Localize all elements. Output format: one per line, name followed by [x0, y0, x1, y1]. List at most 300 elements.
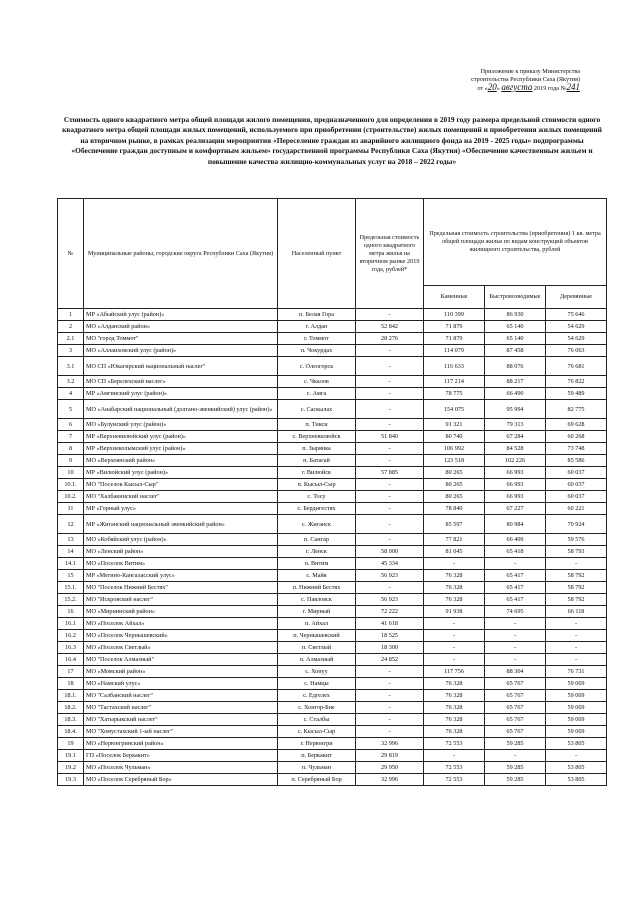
table-row — [58, 431, 607, 443]
cell-wood: 58 793 — [546, 546, 607, 558]
date-day: 20 — [487, 81, 497, 92]
cell-stone: 76 328 — [424, 594, 485, 606]
cell-place: п. Серебряный Бор — [278, 774, 356, 786]
cell-fast: 59 285 — [485, 762, 546, 774]
cell-place: п. Чернышевский — [278, 630, 356, 642]
cell-stone: 116 633 — [424, 357, 485, 376]
cell-num: 8 — [58, 443, 84, 455]
table-body — [58, 309, 607, 786]
cell-place: с. Хонуу — [278, 666, 356, 678]
date-month: августа — [501, 81, 533, 92]
cell-wood: 59 489 — [546, 388, 607, 400]
cell-fast: 79 313 — [485, 419, 546, 431]
cell-num: 3.1 — [58, 357, 84, 376]
cell-wood: 76 822 — [546, 376, 607, 388]
cell-name: МО "Хатырыкский наслег" — [84, 714, 278, 726]
cell-sec: - — [356, 443, 424, 455]
document-title: Стоимость одного квадратного метра общей площади жилого помещения, предназначенного для определения в 2019 году размера предельной стоимости одного квадратного метра общей площади жилых помещений, используемого при приобретении (строительстве) жилых помещений и приобретения жилых помещений на вторичном рынке, в рамках реализации мероприятия «Переселение граждан из аварийного жилищного фонда на 2019 - 2025 годы» подпрограммы «Обеспечение граждан доступным и комфортным жильем» государственной программы Республики Саха (Якутия) «Обеспечение качественным жильем и повышение качества жилищно-коммунальных услуг на 2018 – 2022 годы» — [62, 115, 602, 166]
cell-name: МО «Верхоянский район» — [84, 455, 278, 467]
cell-name: МО «Нерюнгринский район» — [84, 738, 278, 750]
cell-wood: 76 681 — [546, 357, 607, 376]
table-row — [58, 654, 607, 666]
cell-num: 19 — [58, 738, 84, 750]
cell-wood: 58 792 — [546, 582, 607, 594]
cell-stone: - — [424, 630, 485, 642]
cell-num: 2 — [58, 321, 84, 333]
cell-sec: - — [356, 714, 424, 726]
cell-fast: 65 767 — [485, 678, 546, 690]
cell-sec: - — [356, 419, 424, 431]
cell-place: г. Нерюнгри — [278, 738, 356, 750]
cell-wood: 59 069 — [546, 678, 607, 690]
cell-stone: 78 840 — [424, 503, 485, 515]
cell-fast: - — [485, 750, 546, 762]
cell-num: 18.2. — [58, 702, 84, 714]
cell-num: 5 — [58, 400, 84, 419]
cell-name: МО «Ленский район» — [84, 546, 278, 558]
cell-wood: 69 628 — [546, 419, 607, 431]
cell-wood: 54 629 — [546, 333, 607, 345]
cell-place: с. Павловск — [278, 594, 356, 606]
cell-stone: 80 265 — [424, 467, 485, 479]
cell-place: с. Амга — [278, 388, 356, 400]
cell-stone: - — [424, 618, 485, 630]
cell-stone: 85 597 — [424, 515, 485, 534]
cell-place: п. Беркакит — [278, 750, 356, 762]
cell-stone: 91 938 — [424, 606, 485, 618]
cell-sec: - — [356, 666, 424, 678]
header-prefab: Быстровозводимые — [485, 286, 546, 309]
cell-wood: - — [546, 654, 607, 666]
cell-sec: - — [356, 726, 424, 738]
cell-num: 18.3. — [58, 714, 84, 726]
header-wood: Деревянные — [546, 286, 607, 309]
order-number: 241 — [566, 81, 580, 92]
cell-place: с. Тосу — [278, 491, 356, 503]
cell-num: 16.4 — [58, 654, 84, 666]
cell-name: МО «Анабарский национальный (долгано-эвенкийский) улус (район)» — [84, 400, 278, 419]
cell-name: МО "город Томмот" — [84, 333, 278, 345]
header-secondary-price: Предельная стоимость одного квадратного метра жилья на вторичном рынке 2019 года, рублей* — [356, 199, 424, 309]
cell-fast: 74 695 — [485, 606, 546, 618]
cell-name: МО "Салбанский наслег" — [84, 690, 278, 702]
cell-sec: 72 222 — [356, 606, 424, 618]
cell-wood: 60 037 — [546, 491, 607, 503]
cell-sec: 51 840 — [356, 431, 424, 443]
table-row — [58, 774, 607, 786]
cell-wood: - — [546, 642, 607, 654]
cell-stone: 114 079 — [424, 345, 485, 357]
cell-wood: 75 646 — [546, 309, 607, 321]
cell-wood: 54 629 — [546, 321, 607, 333]
cell-place: с. Хонгор-Бие — [278, 702, 356, 714]
cell-name: МО «Мирнинский район» — [84, 606, 278, 618]
cell-num: 3 — [58, 345, 84, 357]
cell-place: г. Мирный — [278, 606, 356, 618]
cell-wood: 76 063 — [546, 345, 607, 357]
table-row — [58, 534, 607, 546]
header-stone: Каменные — [424, 286, 485, 309]
cell-place: п. Алмазный — [278, 654, 356, 666]
cell-sec: 29 950 — [356, 762, 424, 774]
cell-sec: 29 819 — [356, 750, 424, 762]
cell-fast: - — [485, 654, 546, 666]
cell-num: 3.2 — [58, 376, 84, 388]
cell-fast: 65 417 — [485, 582, 546, 594]
cell-name: МО СП «Берелехский наслег» — [84, 376, 278, 388]
cell-num: 10 — [58, 467, 84, 479]
cell-stone: 71 879 — [424, 333, 485, 345]
table-row — [58, 455, 607, 467]
cell-sec: 18 300 — [356, 642, 424, 654]
cell-stone: 123 518 — [424, 455, 485, 467]
cell-fast: 65 767 — [485, 714, 546, 726]
cell-stone: 77 821 — [424, 534, 485, 546]
cell-num: 6 — [58, 419, 84, 431]
table-row — [58, 309, 607, 321]
cell-wood: 59 069 — [546, 702, 607, 714]
cell-fast: 65 767 — [485, 702, 546, 714]
cell-name: МР «Горный улус» — [84, 503, 278, 515]
cell-sec: - — [356, 690, 424, 702]
cell-wood: 60 268 — [546, 431, 607, 443]
cell-stone: 76 328 — [424, 726, 485, 738]
cell-wood: 76 731 — [546, 666, 607, 678]
cell-place: п. Витим — [278, 558, 356, 570]
cell-sec: 56 923 — [356, 570, 424, 582]
cell-wood: 53 805 — [546, 774, 607, 786]
cell-place: п. Чокурдах — [278, 345, 356, 357]
cell-wood: 58 792 — [546, 594, 607, 606]
cell-sec: 18 525 — [356, 630, 424, 642]
cell-place: с. Жиганск — [278, 515, 356, 534]
cell-num: 14.1 — [58, 558, 84, 570]
cell-wood: 59 576 — [546, 534, 607, 546]
cell-sec: - — [356, 345, 424, 357]
cell-place: с. Кысыл-Сыр — [278, 726, 356, 738]
table-row — [58, 491, 607, 503]
cell-sec: 57 885 — [356, 467, 424, 479]
cell-fast: 65 767 — [485, 690, 546, 702]
cell-sec: - — [356, 400, 424, 419]
date-prefix: от « — [477, 84, 488, 92]
table-row — [58, 618, 607, 630]
cell-name: МО "Халбакинский наслег" — [84, 491, 278, 503]
cell-fast: 95 994 — [485, 400, 546, 419]
cell-wood: 82 775 — [546, 400, 607, 419]
cell-num: 17 — [58, 666, 84, 678]
cell-num: 12 — [58, 515, 84, 534]
cell-wood: 59 069 — [546, 714, 607, 726]
cell-stone: 72 553 — [424, 762, 485, 774]
cell-fast: 66 993 — [485, 479, 546, 491]
cell-sec: 45 334 — [356, 558, 424, 570]
cell-num: 10.2. — [58, 491, 84, 503]
cell-wood: - — [546, 618, 607, 630]
cell-stone: - — [424, 642, 485, 654]
cell-wood: 53 805 — [546, 738, 607, 750]
cell-name: МО «Намский улус» — [84, 678, 278, 690]
cell-stone: 91 321 — [424, 419, 485, 431]
cell-fast: 65 140 — [485, 333, 546, 345]
cell-name: МР «Амгинский улус (район)» — [84, 388, 278, 400]
cell-sec: - — [356, 491, 424, 503]
cell-fast: - — [485, 642, 546, 654]
table-row — [58, 479, 607, 491]
cell-fast: 65 418 — [485, 546, 546, 558]
cell-stone: - — [424, 654, 485, 666]
cell-wood: 66 118 — [546, 606, 607, 618]
cell-place: с. Саскылах — [278, 400, 356, 419]
cell-sec: - — [356, 534, 424, 546]
cell-name: МО "Поселок Кысыл-Сыр" — [84, 479, 278, 491]
cost-table — [57, 198, 607, 786]
cell-name: МО «Поселок Светлый» — [84, 642, 278, 654]
cell-place: п. Тикси — [278, 419, 356, 431]
cell-name: МО "Поселок Нижний Бестях" — [84, 582, 278, 594]
cell-stone: 106 992 — [424, 443, 485, 455]
table-row — [58, 702, 607, 714]
table-row — [58, 376, 607, 388]
cell-stone: 80 265 — [424, 479, 485, 491]
cell-wood: 60 037 — [546, 467, 607, 479]
cell-num: 2.1 — [58, 333, 84, 345]
cell-fast: 67 284 — [485, 431, 546, 443]
cell-wood: - — [546, 750, 607, 762]
cell-place: г. Томмот — [278, 333, 356, 345]
cell-sec: 32 996 — [356, 774, 424, 786]
cell-fast: 80 984 — [485, 515, 546, 534]
cell-fast: 87 458 — [485, 345, 546, 357]
table-row — [58, 690, 607, 702]
cell-num: 15.1. — [58, 582, 84, 594]
cell-name: МО "Тастахский наслег" — [84, 702, 278, 714]
cell-fast: 59 285 — [485, 738, 546, 750]
cell-num: 18.1. — [58, 690, 84, 702]
cell-place: г. Вилюйск — [278, 467, 356, 479]
table-row — [58, 503, 607, 515]
cell-fast: 66 409 — [485, 534, 546, 546]
appendix-line-2: строительства Республики Саха (Якутия) — [471, 75, 580, 83]
cell-fast: 65 417 — [485, 570, 546, 582]
table-row — [58, 750, 607, 762]
cell-name: МО "Искровский наслег" — [84, 594, 278, 606]
cell-num: 15 — [58, 570, 84, 582]
cell-fast: 88 304 — [485, 666, 546, 678]
cell-sec: - — [356, 388, 424, 400]
table-row — [58, 642, 607, 654]
cell-stone: 110 399 — [424, 309, 485, 321]
cell-name: МР «Жиганский национальный эвенкийский район» — [84, 515, 278, 534]
cell-fast: 59 285 — [485, 774, 546, 786]
appendix-line-1: Приложение к приказу Министерства — [480, 68, 580, 75]
date-suffix: 2019 года № — [532, 84, 567, 92]
table-row — [58, 400, 607, 419]
table-row — [58, 714, 607, 726]
cell-name: МО «Поселок Витим» — [84, 558, 278, 570]
cell-name: ГП «Поселок Беркакит» — [84, 750, 278, 762]
cell-wood: 73 748 — [546, 443, 607, 455]
table-row — [58, 726, 607, 738]
cell-num: 4 — [58, 388, 84, 400]
table-row — [58, 762, 607, 774]
cell-stone: 81 045 — [424, 546, 485, 558]
cell-fast: 67 227 — [485, 503, 546, 515]
cell-place: п. Айхал — [278, 618, 356, 630]
cell-num: 9 — [58, 455, 84, 467]
cell-place: с. Бердигестях — [278, 503, 356, 515]
cell-fast: - — [485, 618, 546, 630]
cell-place: п. Кысыл-Сыр — [278, 479, 356, 491]
cell-stone: - — [424, 750, 485, 762]
table-row — [58, 546, 607, 558]
cell-name: МР «Вилюйский улус (район)» — [84, 467, 278, 479]
cell-stone: - — [424, 558, 485, 570]
cell-sec: - — [356, 455, 424, 467]
cell-sec: - — [356, 479, 424, 491]
cell-fast: 65 767 — [485, 726, 546, 738]
appendix-date-line — [410, 81, 580, 93]
cell-num: 16.2 — [58, 630, 84, 642]
cell-stone: 76 328 — [424, 678, 485, 690]
cell-sec: - — [356, 678, 424, 690]
cell-sec: 58 000 — [356, 546, 424, 558]
cell-place: с. Сталбы — [278, 714, 356, 726]
cell-num: 19.2 — [58, 762, 84, 774]
cell-stone: 117 214 — [424, 376, 485, 388]
cell-wood: 59 069 — [546, 690, 607, 702]
table-row — [58, 570, 607, 582]
cell-stone: 76 328 — [424, 582, 485, 594]
cell-wood: - — [546, 558, 607, 570]
header-num: № — [58, 199, 84, 309]
cell-place: п. Сангар — [278, 534, 356, 546]
cell-wood: 60 037 — [546, 479, 607, 491]
cell-fast: 86 930 — [485, 309, 546, 321]
table-row — [58, 345, 607, 357]
cell-num: 16 — [58, 606, 84, 618]
cell-sec: - — [356, 702, 424, 714]
cell-name: МР «Верхневилюйский улус (район)» — [84, 431, 278, 443]
cell-sec: - — [356, 503, 424, 515]
cell-fast: 84 528 — [485, 443, 546, 455]
header-construction-price: Предельная стоимость строительства (приобретения) 1 кв. метра общей площади жилья по видам конструкций объектов жилищного строительства, рублей — [424, 199, 607, 286]
cell-stone: 71 879 — [424, 321, 485, 333]
cell-place: с. Чкалов — [278, 376, 356, 388]
table-row — [58, 321, 607, 333]
cell-name: МО «Поселок Серебряный Бор» — [84, 774, 278, 786]
cell-fast: 66 993 — [485, 467, 546, 479]
table-row — [58, 333, 607, 345]
table-row — [58, 419, 607, 431]
table-row — [58, 666, 607, 678]
cell-num: 19.1 — [58, 750, 84, 762]
cell-fast: 65 417 — [485, 594, 546, 606]
cell-sec: - — [356, 582, 424, 594]
cell-name: МО "Поселок Алмазный" — [84, 654, 278, 666]
cell-place: с. Едгелех — [278, 690, 356, 702]
cell-place: п. Чульман — [278, 762, 356, 774]
cell-stone: 72 553 — [424, 774, 485, 786]
cell-sec: - — [356, 376, 424, 388]
cell-num: 18.4. — [58, 726, 84, 738]
cell-name: МО «Алданский район» — [84, 321, 278, 333]
cell-sec: 52 842 — [356, 321, 424, 333]
cell-place: г. Ленск — [278, 546, 356, 558]
cell-fast: - — [485, 630, 546, 642]
cell-wood: 53 805 — [546, 762, 607, 774]
cell-name: МО «Кобяйский улус (район)» — [84, 534, 278, 546]
cell-wood: 60 221 — [546, 503, 607, 515]
cell-num: 16.1 — [58, 618, 84, 630]
cell-name: МР «Абыйский улус (район)» — [84, 309, 278, 321]
cell-wood: 59 069 — [546, 726, 607, 738]
cell-num: 19.3 — [58, 774, 84, 786]
cell-wood: 58 792 — [546, 570, 607, 582]
header-settlement: Населенный пункт — [278, 199, 356, 309]
appendix-note — [410, 68, 580, 92]
cell-num: 16.3 — [58, 642, 84, 654]
cell-fast: - — [485, 558, 546, 570]
date-mid: » — [496, 84, 502, 92]
cell-num: 15.2. — [58, 594, 84, 606]
cell-num: 13 — [58, 534, 84, 546]
cell-place: п. Зырянка — [278, 443, 356, 455]
cell-stone: 80 740 — [424, 431, 485, 443]
cell-name: МО «Поселок Чульман» — [84, 762, 278, 774]
cell-stone: 117 756 — [424, 666, 485, 678]
cell-wood: 85 586 — [546, 455, 607, 467]
cell-fast: 66 490 — [485, 388, 546, 400]
cell-stone: 76 328 — [424, 570, 485, 582]
cell-stone: 76 328 — [424, 702, 485, 714]
cell-fast: 66 993 — [485, 491, 546, 503]
cell-stone: 78 775 — [424, 388, 485, 400]
cell-place: г. Алдан — [278, 321, 356, 333]
cell-name: МО «Поселок Айхал» — [84, 618, 278, 630]
table-row — [58, 558, 607, 570]
cell-name: МР «Верхнеколымский улус (район)» — [84, 443, 278, 455]
cell-num: 7 — [58, 431, 84, 443]
cell-num: 18 — [58, 678, 84, 690]
cell-fast: 88 217 — [485, 376, 546, 388]
cell-wood: 70 924 — [546, 515, 607, 534]
table-row — [58, 443, 607, 455]
table-row — [58, 606, 607, 618]
cell-place: п. Нижний Бестях — [278, 582, 356, 594]
table-row — [58, 594, 607, 606]
cell-fast: 65 140 — [485, 321, 546, 333]
cell-name: МО "Хомустахский 1-ый наслег" — [84, 726, 278, 738]
table-row — [58, 630, 607, 642]
cell-name: МО «Булунский улус (район)» — [84, 419, 278, 431]
cell-wood: - — [546, 630, 607, 642]
cell-name: МО «Поселок Чернышевский» — [84, 630, 278, 642]
table-row — [58, 582, 607, 594]
table-row — [58, 738, 607, 750]
cell-sec: 24 852 — [356, 654, 424, 666]
cell-sec: - — [356, 309, 424, 321]
cell-sec: - — [356, 357, 424, 376]
cell-name: МО «Момский район» — [84, 666, 278, 678]
cell-stone: 76 328 — [424, 714, 485, 726]
cell-num: 10.1. — [58, 479, 84, 491]
cell-place: с. Майя — [278, 570, 356, 582]
cell-sec: - — [356, 515, 424, 534]
cell-place: п. Светлый — [278, 642, 356, 654]
cell-place: с. Верхневилюйск — [278, 431, 356, 443]
cell-place: с. Олеогорск — [278, 357, 356, 376]
